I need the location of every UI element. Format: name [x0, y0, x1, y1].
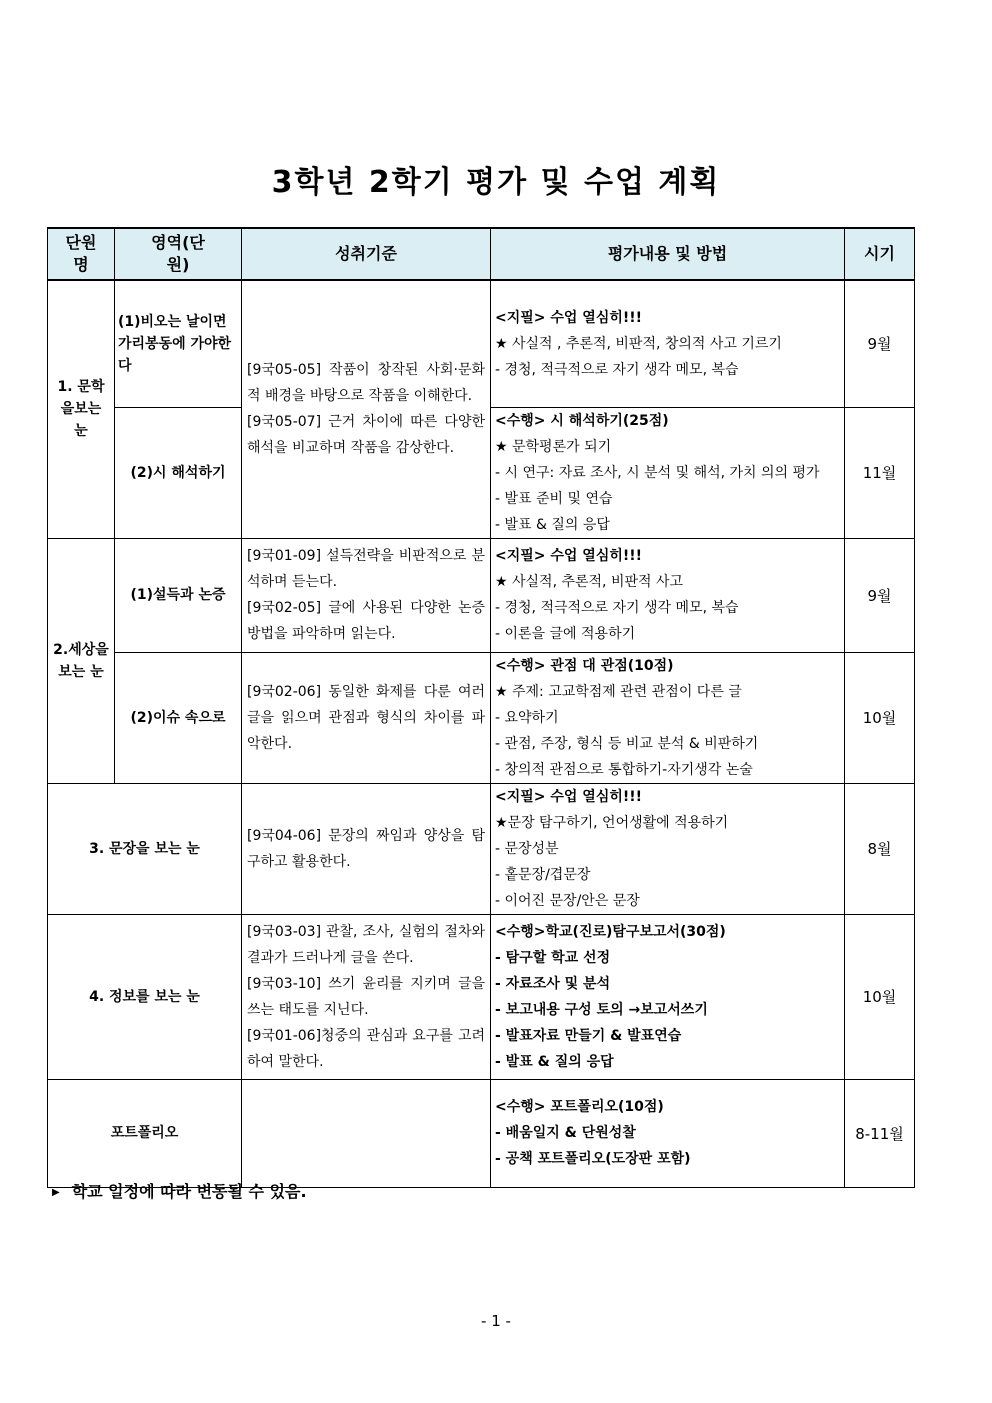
eval-line: - 발표자료 만들기 & 발표연습: [495, 1027, 682, 1044]
when-cell: 11월: [845, 407, 915, 538]
eval-line: - 이론을 글에 적용하기: [495, 626, 636, 642]
eval-line: - 이어진 문장/안은 문장: [495, 892, 640, 909]
eval-line: - 배움일지 & 단원성찰: [495, 1125, 636, 1141]
eval-heading: <지필> 수업 열심히!!!: [495, 548, 643, 564]
eval-heading: <수행> 시 해석하기(25점): [495, 412, 669, 429]
unit-cell: [48, 280, 115, 538]
eval-line: ★ 주제: 고교학점제 관련 관점이 다른 글: [495, 683, 742, 700]
standard-cell: [242, 280, 491, 538]
standard-cell: [242, 914, 491, 1079]
eval-line: - 요약하기: [495, 709, 559, 726]
eval-cell: [491, 538, 845, 652]
table-row: [48, 280, 915, 407]
when-cell: 9월: [845, 280, 915, 407]
when-cell: 8월: [845, 783, 915, 914]
unit-cell: 포트폴리오: [48, 1079, 242, 1187]
area-cell: (1)설득과 논증: [115, 538, 242, 652]
page-title: 3학년 2학기 평가 및 수업 계획: [271, 165, 721, 200]
eval-heading: <지필> 수업 열심히!!!: [495, 309, 643, 326]
standard-text: [9국02-06] 동일한 화제를 다룬 여러 글을 읽으며 관점과 형식의 차이를 파악한다.: [247, 683, 485, 752]
standard-text: [9국05-05] 작품이 창작된 사회·문화적 배경을 바탕으로 작품을 이해한다.: [247, 362, 485, 405]
eval-line: - 경청, 적극적으로 자기 생각 메모, 복습: [495, 361, 739, 378]
eval-line: - 공책 포트폴리오(도장판 포함): [495, 1151, 691, 1167]
eval-line: ★문장 탐구하기, 언어생활에 적용하기: [495, 814, 729, 831]
eval-heading: <수행> 포트폴리오(10점): [495, 1099, 664, 1115]
unit-cell: 4. 정보를 보는 눈: [48, 914, 242, 1079]
table-row: [48, 1079, 915, 1187]
eval-line: - 창의적 관점으로 통합하기-자기생각 논술: [495, 761, 753, 778]
standard-cell: [242, 783, 491, 914]
eval-line: ★ 사실적 , 추론적, 비판적, 창의적 사고 기르기: [495, 335, 782, 352]
area-cell: [115, 280, 242, 407]
unit-cell: [48, 538, 115, 783]
eval-heading: <수행> 관점 대 관점(10점): [495, 657, 674, 674]
eval-line: - 관점, 주장, 형식 등 비교 분석 & 비판하기: [495, 735, 759, 752]
eval-cell: [491, 280, 845, 407]
unit-cell: 3. 문장을 보는 눈: [48, 783, 242, 914]
standard-text: [9국01-06]청중의 관심과 요구를 고려하여 말한다.: [247, 1027, 485, 1070]
table-row: [48, 914, 915, 1079]
eval-heading: <수행>학교(진로)탐구보고서(30점): [495, 923, 726, 940]
standard-cell: [242, 652, 491, 783]
standard-cell: [242, 1079, 491, 1187]
standard-text: [9국02-05] 글에 사용된 다양한 논증 방법을 파악하며 읽는다.: [247, 600, 485, 642]
eval-line: - 발표 & 질의 응답: [495, 516, 610, 533]
table-row: [48, 652, 915, 783]
eval-line: - 문장성분: [495, 840, 559, 857]
eval-line: - 보고내용 구성 토의 →보고서쓰기: [495, 1001, 708, 1018]
eval-line: - 발표 준비 및 연습: [495, 490, 613, 507]
header-area-text: 영역(단원): [151, 233, 205, 274]
eval-cell: [491, 783, 845, 914]
unit-title: 2.세상을보는 눈: [53, 641, 109, 680]
when-cell: 9월: [845, 538, 915, 652]
eval-line: - 홑문장/겹문장: [495, 866, 591, 883]
eval-line: - 경청, 적극적으로 자기 생각 메모, 복습: [495, 600, 739, 616]
when-cell: 10월: [845, 652, 915, 783]
eval-line: - 시 연구: 자료 조사, 시 분석 및 해석, 가치 의의 평가: [495, 464, 820, 481]
eval-cell: [491, 914, 845, 1079]
eval-heading: <지필> 수업 열심히!!!: [495, 788, 643, 805]
area-cell: (2)시 해석하기: [115, 407, 242, 538]
when-cell: 8-11월: [845, 1079, 915, 1187]
header-area: [115, 228, 242, 280]
triangle-bullet-icon: ▶: [52, 1187, 60, 1198]
table-row: [48, 538, 915, 652]
eval-line: - 발표 & 질의 응답: [495, 1053, 614, 1070]
eval-line: - 탐구할 학교 선정: [495, 949, 611, 966]
header-unit-text: 단원명: [65, 233, 97, 274]
unit-title: 1. 문학을보는눈: [57, 379, 105, 440]
standard-text: [9국04-06] 문장의 짜임과 양상을 탐구하고 활용한다.: [247, 827, 485, 870]
note-text: 학교 일정에 따라 변동될 수 있음.: [71, 1182, 307, 1201]
standard-text: [9국01-09] 설득전략을 비판적으로 분석하며 듣는다.: [247, 548, 485, 590]
standard-text: [9국03-10] 쓰기 윤리를 지키며 글을 쓰는 태도를 지닌다.: [247, 975, 485, 1018]
schedule-note: [52, 1179, 307, 1202]
header-standard: 성취기준: [242, 228, 491, 280]
page-number: - 1 -: [481, 1312, 511, 1330]
eval-cell: [491, 652, 845, 783]
eval-cell: [491, 1079, 845, 1187]
standard-text: [9국05-07] 근거 차이에 따른 다양한 해석을 비교하며 작품을 감상한다.: [247, 414, 485, 457]
area-cell: (2)이슈 속으로: [115, 652, 242, 783]
table-row: [48, 783, 915, 914]
header-when: 시기: [845, 228, 915, 280]
standard-cell: [242, 538, 491, 652]
header-row: [48, 228, 915, 280]
standard-text: [9국03-03] 관찰, 조사, 실험의 절차와 결과가 드러나게 글을 쓴다.: [247, 923, 485, 966]
eval-cell: [491, 407, 845, 538]
area-title: (1)비오는 날이면 가리봉동에 가야한다: [118, 313, 232, 374]
plan-table: [47, 227, 915, 1188]
header-unit: [48, 228, 115, 280]
when-cell: 10월: [845, 914, 915, 1079]
eval-line: - 자료조사 및 분석: [495, 975, 611, 992]
eval-line: ★ 사실적, 추론적, 비판적 사고: [495, 574, 684, 590]
header-eval: 평가내용 및 방법: [491, 228, 845, 280]
eval-line: ★ 문학평론가 되기: [495, 438, 612, 455]
